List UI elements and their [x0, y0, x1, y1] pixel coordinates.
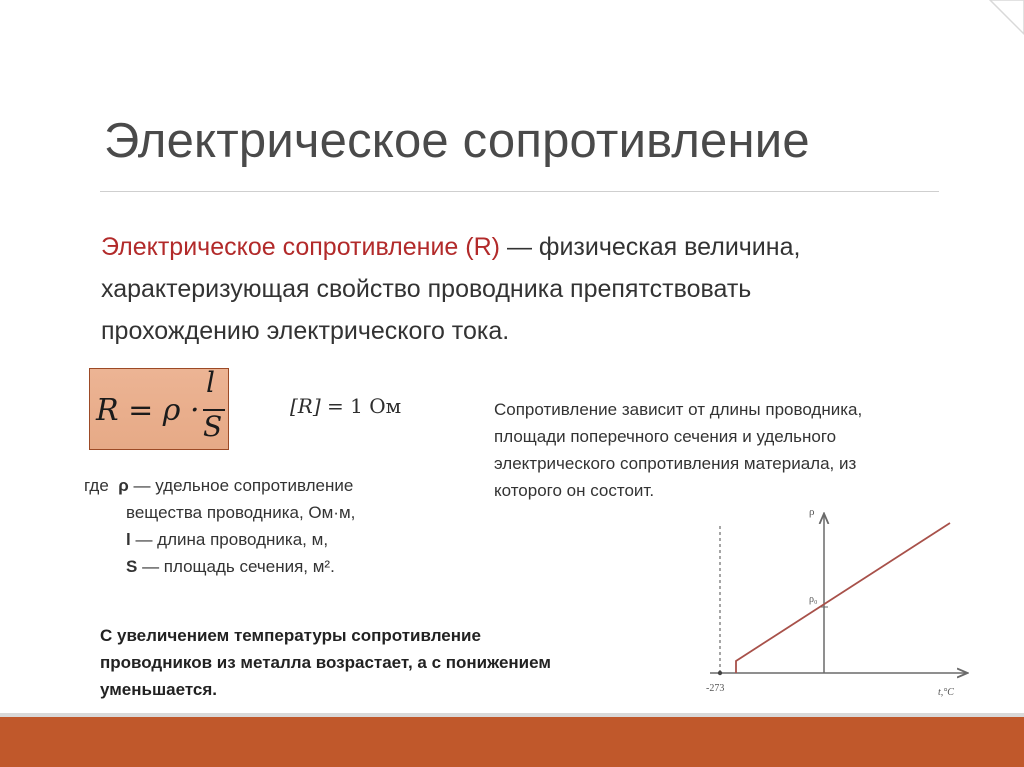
title-divider: [100, 191, 939, 192]
definition-line-3: прохождению электрического тока.: [101, 317, 510, 345]
dependency-line-2: площади поперечного сечения и удельного: [494, 427, 837, 446]
variables-legend: [84, 472, 355, 580]
temperature-line-3: уменьшается.: [100, 680, 218, 699]
unit-formula-lhs: [R]: [290, 394, 321, 418]
x-axis-label: t,°C: [938, 687, 954, 698]
footer-bar: [0, 713, 1024, 767]
legend-s-symbol: S: [126, 557, 138, 576]
formula-numerator: l: [206, 366, 215, 399]
definition-text: [101, 226, 981, 352]
legend-rho-desc: — удельное сопротивление: [128, 476, 354, 495]
legend-l-desc: — длина проводника, м,: [130, 530, 329, 549]
resistivity-line: [736, 523, 950, 673]
definition-line-1-rest: — физическая величина,: [500, 233, 801, 261]
y-axis-label: ρ: [809, 506, 815, 518]
slide-title: Электрическое сопротивление: [104, 114, 810, 168]
legend-l-symbol: l: [126, 530, 131, 549]
definition-line-2: характеризующая свойство проводника препятствовать: [101, 275, 752, 303]
dependency-line-3: электрического сопротивления материала, из: [494, 454, 857, 473]
temperature-line-1: С увеличением температуры сопротивление: [100, 626, 481, 645]
formula-denominator: S: [203, 410, 223, 443]
unit-formula: [290, 394, 401, 418]
resistance-formula: [90, 366, 230, 451]
definition-term: Электрическое сопротивление (R): [101, 233, 500, 261]
resistance-formula-box: [89, 368, 229, 450]
legend-row-rho-2: вещества проводника, Ом·м,: [126, 503, 356, 522]
x-tick-label: -273: [706, 683, 725, 694]
resistivity-temperature-graph: [700, 495, 980, 710]
rho0-label: ρ₀: [809, 594, 818, 605]
dependency-line-4: которого он состоит.: [494, 481, 655, 500]
legend-row-rho: [84, 472, 355, 499]
legend-prefix: где: [84, 476, 109, 495]
unit-formula-rhs: = 1 Ом: [320, 394, 402, 418]
legend-rho-symbol: ρ: [118, 476, 129, 495]
legend-s-desc: — площадь сечения, м².: [137, 557, 335, 576]
temperature-note: [100, 622, 660, 703]
temperature-line-2: проводников из металла возрастает, а с понижением: [100, 653, 551, 672]
definition-line-1: [101, 226, 981, 268]
dependency-text: [494, 396, 964, 504]
corner-decoration: [976, 0, 1024, 48]
absolute-zero-point: [718, 671, 722, 675]
formula-lhs: R = ρ ·: [96, 393, 200, 428]
legend-row-s: [84, 553, 355, 580]
dependency-line-1: Сопротивление зависит от длины проводника,: [494, 400, 863, 419]
legend-row-l: [84, 526, 355, 553]
